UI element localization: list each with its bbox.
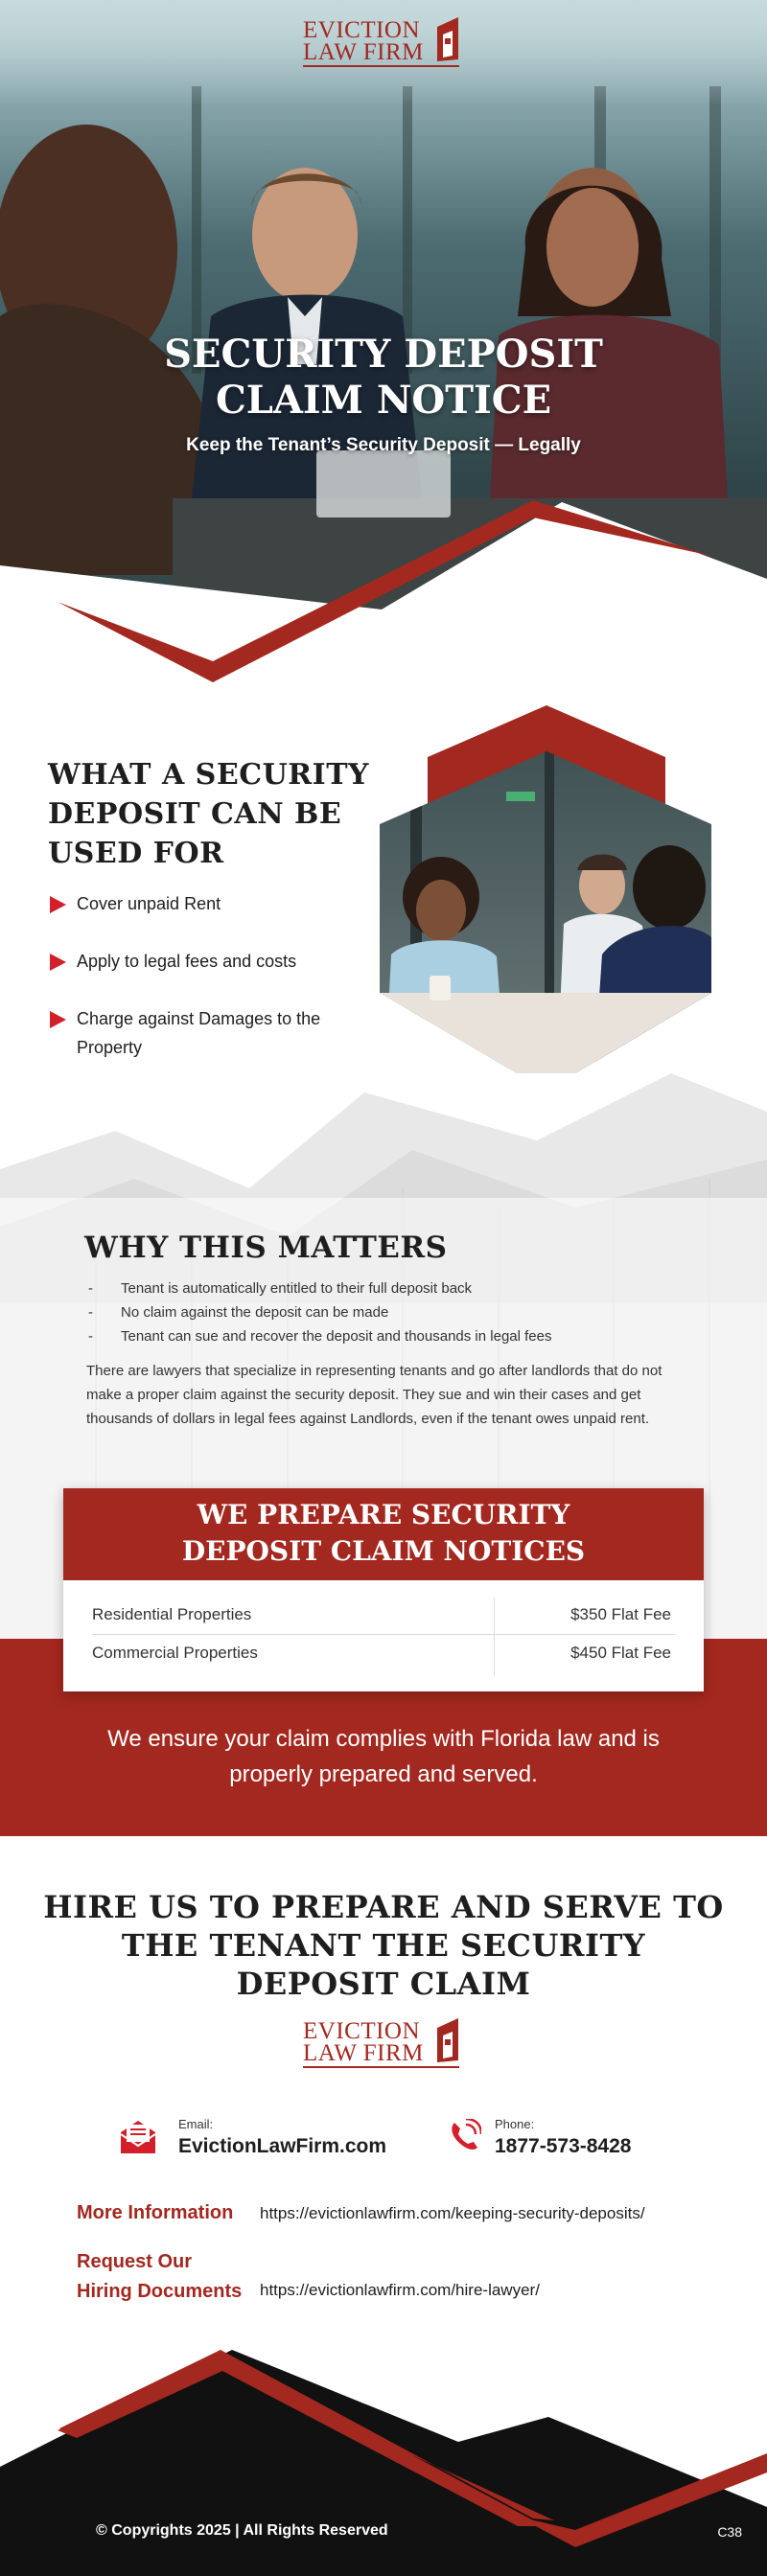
list-item <box>84 1276 660 1300</box>
email-contact[interactable] <box>119 2113 407 2165</box>
list-item <box>84 1300 660 1324</box>
why-item-label: Tenant can sue and recover the deposit and thousands in legal fees <box>121 1328 552 1345</box>
hire-title-line-3: DEPOSIT CLAIM <box>236 1966 531 2002</box>
uses-list <box>48 889 355 1062</box>
logo-underline <box>303 2066 459 2068</box>
why-list <box>84 1276 660 1348</box>
email-value[interactable]: EvictionLawFirm.com <box>178 2135 387 2157</box>
email-label: Email: <box>178 2117 214 2131</box>
why-paragraph: There are lawyers that specialize in representing tenants and go after landlords that do not make a proper claim against the security deposit. They sue and win their cases and get thousands of dollars in legal fees against Landlords, even if the tenant owes unpaid rent. <box>86 1363 662 1427</box>
uses-item-label: Apply to legal fees and costs <box>77 952 297 971</box>
phone-contact[interactable] <box>449 2113 698 2165</box>
hiring-docs-label-line-2: Hiring Documents <box>77 2281 243 2302</box>
why-item-label: Tenant is automatically entitled to their full deposit back <box>121 1280 473 1297</box>
table-row <box>63 1634 704 1672</box>
hiring-docs-label-line-1: Request Our <box>77 2251 193 2272</box>
uses-item-label: Cover unpaid Rent <box>77 894 221 913</box>
hire-title-line-2: THE TENANT THE SECURITY <box>121 1927 646 1964</box>
hiring-docs-link[interactable]: https://evictionlawfirm.com/hire-lawyer/ <box>260 2281 540 2299</box>
price-label: Commercial Properties <box>92 1644 258 1662</box>
price-value: $450 Flat Fee <box>570 1644 671 1662</box>
logo[interactable] <box>297 17 470 71</box>
hero-title <box>0 332 767 424</box>
meeting-photo-hexagon <box>372 705 721 1096</box>
email-icon <box>119 2119 157 2155</box>
logo[interactable] <box>297 2018 470 2072</box>
more-info-link[interactable]: https://evictionlawfirm.com/keeping-security-deposits/ <box>260 2204 645 2222</box>
logo-line-2: LAW FIRM <box>303 2040 424 2066</box>
pricing-title-line-1: WE PREPARE SECURITY <box>197 1499 570 1530</box>
dash-bullet: - <box>88 1304 93 1321</box>
compliance-note: We ensure your claim complies with Florida law and is properly prepared and served. <box>107 1726 660 1787</box>
table-row <box>63 1596 704 1634</box>
pricing-title <box>63 1488 704 1580</box>
column-divider <box>494 1598 495 1676</box>
hero-title-line-1: SECURITY DEPOSIT <box>164 332 603 377</box>
why-item-label: No claim against the deposit can be made <box>121 1304 389 1321</box>
hire-title <box>0 1888 767 2003</box>
logo-line-1: EVICTION <box>303 17 421 43</box>
list-item <box>84 1324 660 1348</box>
pricing-card <box>63 1488 704 1691</box>
hero-section <box>0 0 767 690</box>
price-value: $350 Flat Fee <box>570 1605 671 1623</box>
hero-subtitle: Keep the Tenant’s Security Deposit — Legally <box>186 435 581 455</box>
footer-background <box>0 2338 767 2576</box>
why-title: WHY THIS MATTERS <box>84 1230 448 1265</box>
phone-value[interactable]: 1877-573-8428 <box>495 2135 632 2157</box>
phone-icon <box>449 2119 481 2153</box>
triangle-bullet-icon <box>50 896 66 913</box>
more-info-label: More Information <box>77 2202 234 2223</box>
pricing-title-line-2: DEPOSIT CLAIM NOTICES <box>181 1535 586 1567</box>
document-code: C38 <box>717 2524 742 2540</box>
phone-label: Phone: <box>495 2117 535 2131</box>
dash-bullet: - <box>88 1328 93 1345</box>
uses-title: WHAT A SECURITY DEPOSIT CAN BE USED FOR <box>48 758 369 870</box>
building-logo-icon <box>433 17 464 63</box>
price-label: Residential Properties <box>92 1605 252 1623</box>
logo-line-1: EVICTION <box>303 2018 421 2044</box>
list-item <box>48 947 355 976</box>
hire-title-line-1: HIRE US TO PREPARE AND SERVE TO <box>43 1889 724 1925</box>
building-logo-icon <box>433 2018 464 2064</box>
triangle-bullet-icon <box>50 954 66 971</box>
list-item <box>48 1004 355 1062</box>
copyright-text: © Copyrights 2025 | All Rights Reserved <box>96 2522 388 2539</box>
logo-underline <box>303 65 459 67</box>
hiring-docs-label <box>77 2247 242 2307</box>
dash-bullet: - <box>88 1280 93 1297</box>
logo-line-2: LAW FIRM <box>303 39 424 65</box>
list-item <box>48 889 355 918</box>
triangle-bullet-icon <box>50 1011 66 1028</box>
hero-title-line-2: CLAIM NOTICE <box>215 378 552 423</box>
uses-item-label: Charge against Damages to the Property <box>77 1009 321 1057</box>
